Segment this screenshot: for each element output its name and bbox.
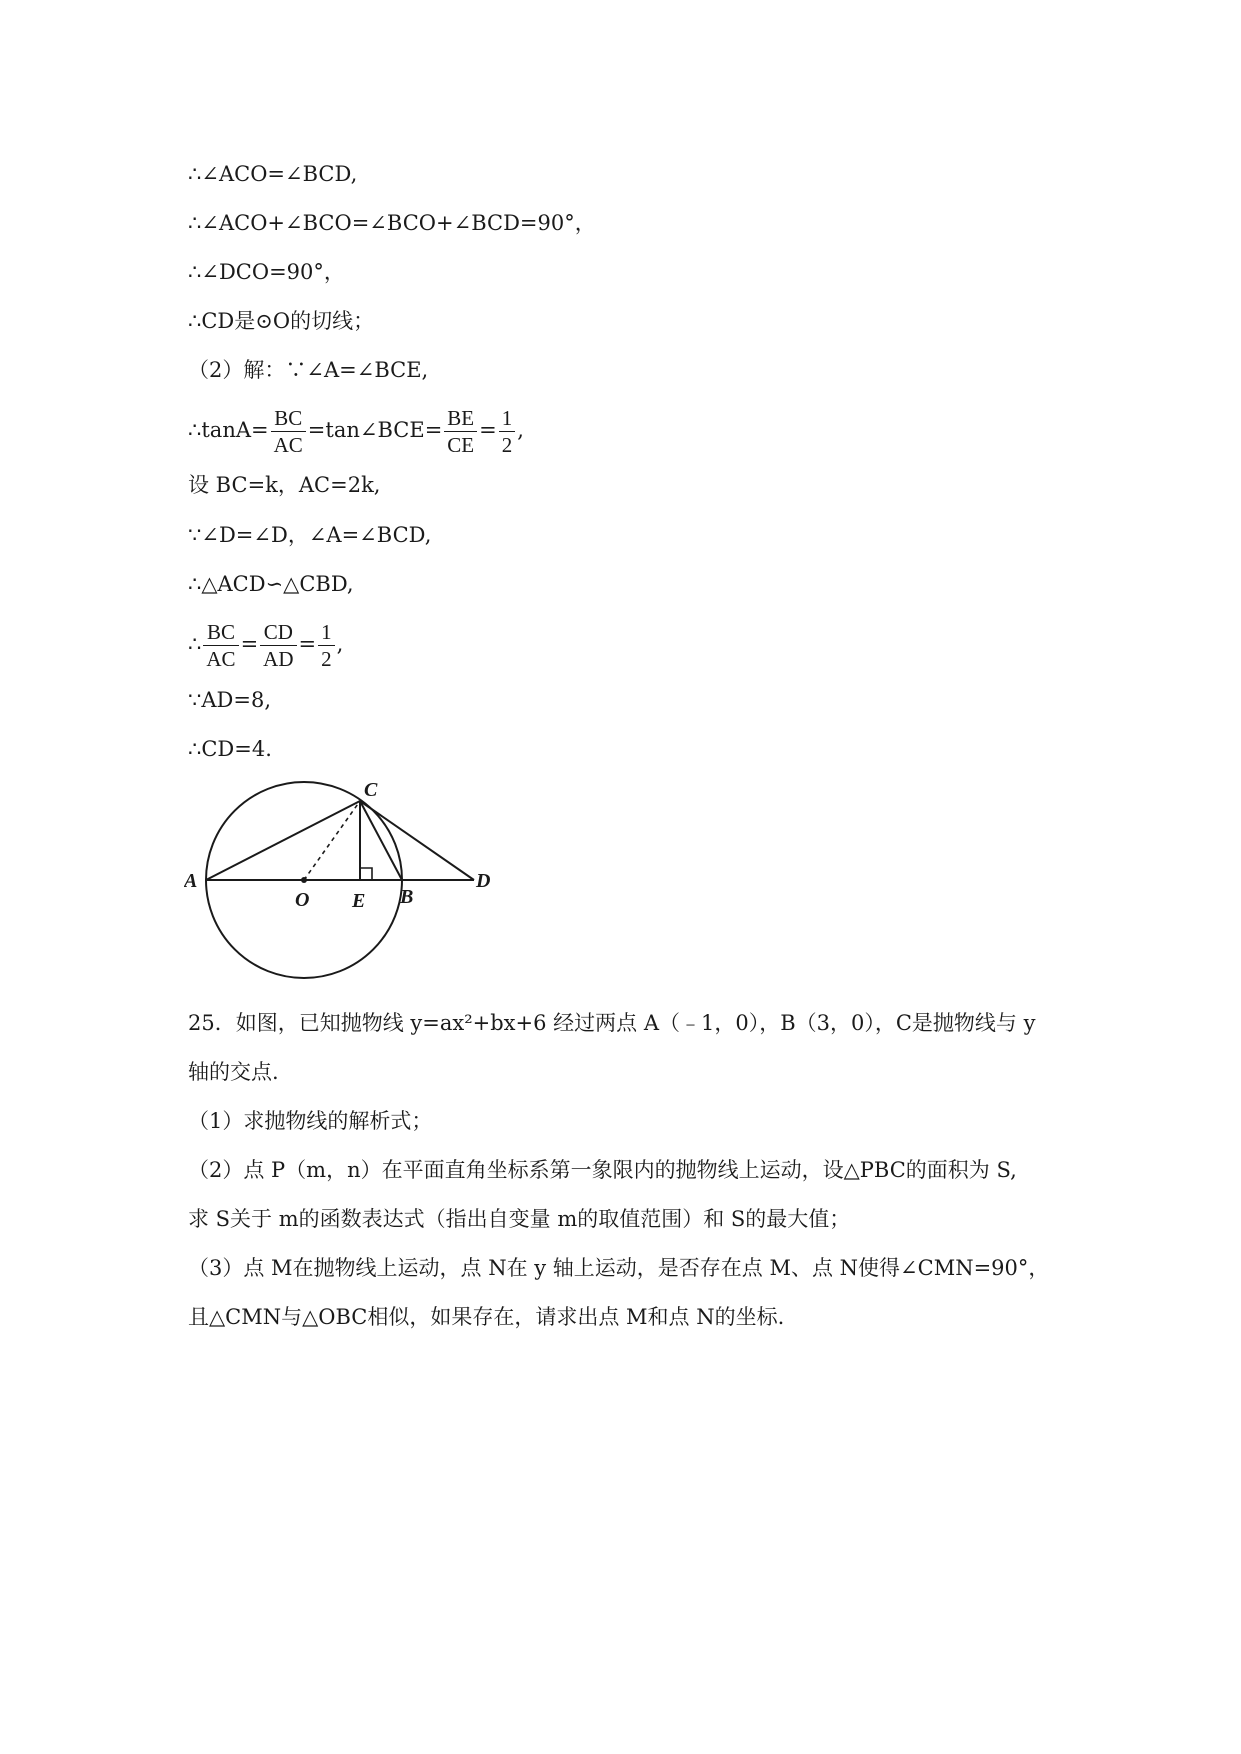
solution-line-6 <box>188 405 524 458</box>
problem25-line-1: 25．如图，已知抛物线 y=ax²+bx+6 经过两点 A（﹣1，0），B（3，0），C是抛物线与 y <box>188 1011 1036 1035</box>
fraction-one-half <box>499 405 516 458</box>
label-b: B <box>400 886 414 908</box>
solution-line-8: ∵∠D=∠D，∠A=∠BCD, <box>188 523 432 547</box>
tan-prefix: ∴tanA= <box>188 418 269 442</box>
fraction-be-ce <box>444 405 477 458</box>
right-angle-mark <box>360 868 372 880</box>
solution-line-4: ∴CD是⊙O的切线； <box>188 309 375 333</box>
solution-line-2: ∴∠ACO+∠BCO=∠BCO+∠BCD=90°， <box>188 211 596 235</box>
solution-line-10 <box>188 619 343 672</box>
fraction-numerator: 1 <box>318 619 335 646</box>
fraction-denominator: AD <box>263 647 294 671</box>
solution-line-11: ∵AD=8, <box>188 688 271 712</box>
label-d: D <box>476 870 491 892</box>
therefore-symbol: ∴ <box>188 632 202 656</box>
solution-line-3: ∴∠DCO=90°， <box>188 260 345 284</box>
problem25-line-3: （1）求抛物线的解析式； <box>188 1109 433 1133</box>
problem25-line-5: 求 S关于 m的函数表达式（指出自变量 m的取值范围）和 S的最大值； <box>188 1207 851 1231</box>
equals-sign: = <box>240 632 259 656</box>
fraction-bc-ac <box>271 405 306 458</box>
solution-line-1: ∴∠ACO=∠BCD, <box>188 162 358 186</box>
solution-line-5: （2）解：∵∠A=∠BCE, <box>188 358 429 382</box>
fraction-numerator: 1 <box>499 405 516 432</box>
fraction-numerator: BC <box>271 405 306 432</box>
fraction-denominator: 2 <box>321 647 332 671</box>
label-e: E <box>352 890 366 912</box>
fraction-denominator: 2 <box>501 433 513 457</box>
tangent-cd <box>360 801 474 880</box>
fraction-denominator: CE <box>447 433 475 457</box>
label-o: O <box>295 889 310 911</box>
label-c: C <box>364 779 378 801</box>
chord-ac <box>206 801 360 880</box>
equals-sign: = <box>298 632 317 656</box>
problem25-line-4: （2）点 P（m，n）在平面直角坐标系第一象限内的抛物线上运动，设△PBC的面积为 S, <box>188 1158 1017 1182</box>
fraction-denominator: AC <box>206 647 236 671</box>
fraction-denominator: AC <box>273 433 303 457</box>
line-end: , <box>336 632 344 656</box>
fraction-cd-ad <box>260 619 296 672</box>
geometry-figure <box>184 776 504 986</box>
fraction-bc-ac <box>203 619 238 672</box>
equals-sign: = <box>479 418 497 442</box>
radius-oc-dashed <box>304 801 360 880</box>
fraction-numerator: BC <box>203 619 238 646</box>
center-point-o <box>301 877 307 883</box>
solution-line-7: 设 BC=k，AC=2k, <box>188 473 381 497</box>
problem25-line-2: 轴的交点. <box>188 1060 279 1084</box>
fraction-numerator: CD <box>260 619 296 646</box>
fraction-one-half <box>318 619 335 672</box>
label-a: A <box>184 870 198 892</box>
solution-line-9: ∴△ACD∽△CBD, <box>188 572 354 596</box>
tan-middle: =tan∠BCE= <box>307 418 443 442</box>
problem25-line-6: （3）点 M在抛物线上运动，点 N在 y 轴上运动，是否存在点 M、点 N使得∠CMN=90°， <box>188 1256 1050 1280</box>
line-end: , <box>517 418 524 442</box>
solution-line-12: ∴CD=4. <box>188 737 272 761</box>
fraction-numerator: BE <box>444 405 477 432</box>
problem25-line-7: 且△CMN与△OBC相似，如果存在，请求出点 M和点 N的坐标. <box>188 1305 785 1329</box>
